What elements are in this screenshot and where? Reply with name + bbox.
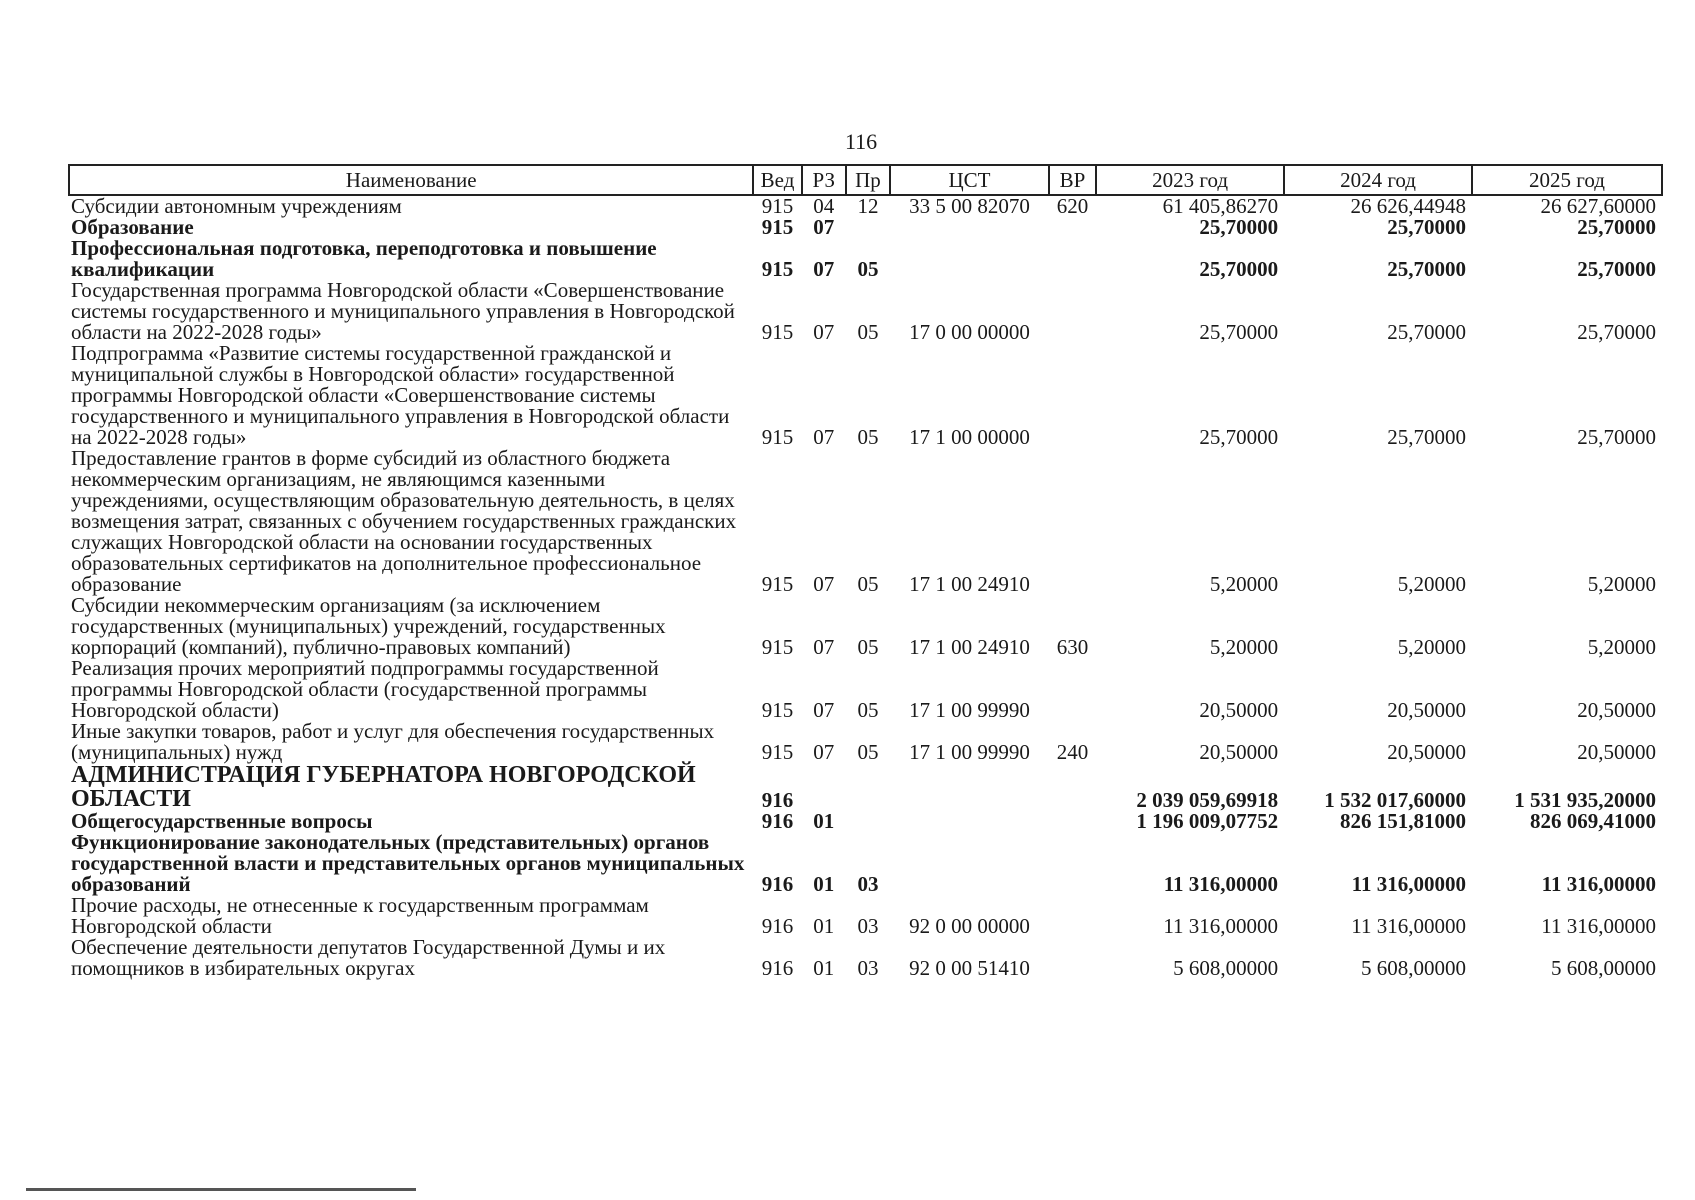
cell-pr: 05 xyxy=(857,635,879,659)
cell-cst: 33 5 00 82070 xyxy=(909,194,1030,218)
cell-name: Функционирование законодательных (представительных) органов государственной власти и представительных органов муниципальных образований xyxy=(71,830,745,896)
cell-2023: 5 608,00000 xyxy=(1173,956,1279,980)
cell-cst: 17 0 00 00000 xyxy=(909,320,1030,344)
cell-2024: 20,50000 xyxy=(1387,698,1466,722)
cell-pr: 03 xyxy=(857,872,879,896)
cell-2024: 1 532 017,60000 xyxy=(1324,788,1466,812)
cell-ved: 916 xyxy=(761,872,794,896)
cell-cst xyxy=(890,832,1049,895)
cell-vr xyxy=(1049,343,1096,448)
cell-2024: 25,70000 xyxy=(1387,215,1466,239)
cell-rz: 07 xyxy=(813,698,835,722)
cell-name: Субсидии автономным учреждениям xyxy=(71,194,402,218)
cell-ved: 916 xyxy=(761,788,794,812)
cell-2025: 20,50000 xyxy=(1577,698,1656,722)
cell-2025: 26 627,60000 xyxy=(1540,194,1656,218)
cell-pr: 12 xyxy=(857,194,879,218)
cell-2023: 11 316,00000 xyxy=(1163,914,1279,938)
cell-pr: 05 xyxy=(857,257,879,281)
header-2024: 2024 год xyxy=(1284,165,1472,195)
cell-rz: 07 xyxy=(813,572,835,596)
table-row xyxy=(69,238,1662,280)
cell-2023: 11 316,00000 xyxy=(1163,872,1279,896)
table-row xyxy=(69,832,1662,895)
page-number: 116 xyxy=(845,129,878,154)
cell-rz: 07 xyxy=(813,215,835,239)
cell-cst: 92 0 00 00000 xyxy=(909,914,1030,938)
cell-2023: 25,70000 xyxy=(1199,320,1279,344)
cell-ved: 915 xyxy=(761,635,794,659)
cell-2025: 25,70000 xyxy=(1577,257,1656,281)
header-cst: ЦСТ xyxy=(890,165,1049,195)
cell-2025: 11 316,00000 xyxy=(1541,872,1656,896)
cell-ved: 915 xyxy=(761,572,794,596)
cell-2025: 5 608,00000 xyxy=(1551,956,1656,980)
footer-divider xyxy=(26,1188,416,1191)
cell-rz: 07 xyxy=(813,320,835,344)
cell-cst: 92 0 00 51410 xyxy=(909,956,1030,980)
cell-2024: 5,20000 xyxy=(1397,635,1466,659)
cell-pr: 05 xyxy=(857,740,879,764)
cell-vr xyxy=(1049,811,1096,832)
table-row xyxy=(69,217,1662,238)
cell-ved: 915 xyxy=(761,698,794,722)
budget-table xyxy=(68,164,1663,979)
cell-name: Прочие расходы, не отнесенные к государственным программам Новгородской области xyxy=(71,893,649,938)
cell-vr xyxy=(1049,658,1096,721)
cell-2023: 25,70000 xyxy=(1199,425,1279,449)
cell-2024: 826 151,81000 xyxy=(1340,809,1466,833)
header-vr: ВР xyxy=(1049,165,1096,195)
cell-vr xyxy=(1049,937,1096,979)
cell-rz: 07 xyxy=(813,635,835,659)
table-row xyxy=(69,937,1662,979)
cell-cst xyxy=(890,811,1049,832)
cell-2024: 25,70000 xyxy=(1387,320,1466,344)
cell-name: АДМИНИСТРАЦИЯ ГУБЕРНАТОРА НОВГОРОДСКОЙ ОБЛАСТИ xyxy=(71,762,696,812)
cell-vr: 630 xyxy=(1056,635,1089,659)
cell-vr: 620 xyxy=(1056,194,1089,218)
cell-rz: 01 xyxy=(813,914,835,938)
table-row xyxy=(69,658,1662,721)
cell-name: Подпрограмма «Развитие системы государственной гражданской и муниципальной службы в Новгородской области» государственной программы Новгородской области «Совершенствование системы государственного и муниципального управления в Новгородской области на 2022-2028 годы» xyxy=(71,341,730,449)
header-name: Наименование xyxy=(69,165,753,195)
cell-2025: 5,20000 xyxy=(1587,635,1656,659)
table-row xyxy=(69,343,1662,448)
cell-2025: 25,70000 xyxy=(1577,320,1656,344)
cell-cst: 17 1 00 99990 xyxy=(909,698,1030,722)
cell-2024: 25,70000 xyxy=(1387,425,1466,449)
cell-name: Субсидии некоммерческим организациям (за исключением государственных (муниципальных) учреждений, государственных корпораций (компаний), публично-правовых компаний) xyxy=(71,593,666,659)
cell-name: Образование xyxy=(71,215,194,239)
cell-ved: 915 xyxy=(761,257,794,281)
cell-name: Обеспечение деятельности депутатов Государственной Думы и их помощников в избирательных округах xyxy=(71,935,666,980)
cell-2024: 11 316,00000 xyxy=(1351,914,1466,938)
header-ved: Вед xyxy=(753,165,801,195)
cell-rz xyxy=(802,763,846,811)
cell-rz: 01 xyxy=(813,809,835,833)
cell-2025: 20,50000 xyxy=(1577,740,1656,764)
cell-ved: 915 xyxy=(761,194,794,218)
table-body xyxy=(69,195,1662,979)
cell-2023: 20,50000 xyxy=(1199,698,1279,722)
table-row xyxy=(69,448,1662,595)
cell-2023: 1 196 009,07752 xyxy=(1136,809,1279,833)
cell-vr: 240 xyxy=(1056,740,1089,764)
cell-vr xyxy=(1049,895,1096,937)
cell-rz: 07 xyxy=(813,425,835,449)
cell-2023: 2 039 059,69918 xyxy=(1136,788,1279,812)
cell-pr: 03 xyxy=(857,914,879,938)
cell-rz: 01 xyxy=(813,956,835,980)
cell-vr xyxy=(1049,280,1096,343)
table-row xyxy=(69,595,1662,658)
cell-ved: 916 xyxy=(761,956,794,980)
cell-pr xyxy=(846,811,890,832)
cell-cst xyxy=(890,763,1049,811)
cell-pr xyxy=(846,217,890,238)
header-2023: 2023 год xyxy=(1096,165,1284,195)
cell-cst xyxy=(890,238,1049,280)
cell-2025: 25,70000 xyxy=(1577,215,1656,239)
cell-pr: 03 xyxy=(857,956,879,980)
cell-2025: 5,20000 xyxy=(1587,572,1656,596)
cell-name: Предоставление грантов в форме субсидий из областного бюджета некоммерческим организациям, не являющимся казенными учреждениями, осуществляющим образовательную деятельность, в целях возмещения затрат, связанных с обучением государственных гражданских служащих Новгородской области на основании государственных образовательных сертификатов на дополнительное профессиональное образование xyxy=(71,446,737,596)
cell-cst: 17 1 00 24910 xyxy=(909,572,1030,596)
cell-pr: 05 xyxy=(857,320,879,344)
table-row xyxy=(69,195,1662,217)
header-2025: 2025 год xyxy=(1472,165,1662,195)
table-row xyxy=(69,895,1662,937)
cell-name: Государственная программа Новгородской области «Совершенствование системы государственного и муниципального управления в Новгородской области на 2022-2028 годы» xyxy=(71,278,735,344)
cell-cst: 17 1 00 00000 xyxy=(909,425,1030,449)
cell-cst xyxy=(890,217,1049,238)
cell-ved: 915 xyxy=(761,320,794,344)
cell-2024: 20,50000 xyxy=(1387,740,1466,764)
cell-vr xyxy=(1049,217,1096,238)
cell-2023: 5,20000 xyxy=(1209,572,1279,596)
cell-name: Реализация прочих мероприятий подпрограммы государственной программы Новгородской области (государственной программы Новгородской области) xyxy=(71,656,659,722)
cell-vr xyxy=(1049,832,1096,895)
cell-ved: 915 xyxy=(761,740,794,764)
cell-vr xyxy=(1049,448,1096,595)
cell-cst: 17 1 00 24910 xyxy=(909,635,1030,659)
header-rz: РЗ xyxy=(802,165,846,195)
table-row xyxy=(69,763,1662,811)
cell-name: Профессиональная подготовка, переподготовка и повышение квалификации xyxy=(71,236,657,281)
table-row xyxy=(69,721,1662,763)
cell-2024: 26 626,44948 xyxy=(1350,194,1466,218)
cell-2023: 5,20000 xyxy=(1209,635,1279,659)
cell-vr xyxy=(1049,238,1096,280)
cell-2023: 20,50000 xyxy=(1199,740,1279,764)
cell-name: Общегосударственные вопросы xyxy=(71,809,373,833)
cell-rz: 04 xyxy=(813,194,835,218)
cell-pr xyxy=(846,763,890,811)
cell-rz: 07 xyxy=(813,740,835,764)
cell-pr: 05 xyxy=(857,698,879,722)
cell-pr: 05 xyxy=(857,572,879,596)
cell-2023: 25,70000 xyxy=(1199,215,1279,239)
cell-2025: 11 316,00000 xyxy=(1541,914,1656,938)
cell-ved: 915 xyxy=(761,425,794,449)
cell-2024: 5 608,00000 xyxy=(1361,956,1466,980)
cell-name: Иные закупки товаров, работ и услуг для обеспечения государственных (муниципальных) нужд xyxy=(71,719,715,764)
cell-cst: 17 1 00 99990 xyxy=(909,740,1030,764)
cell-ved: 916 xyxy=(761,914,794,938)
table-row xyxy=(69,811,1662,832)
cell-2025: 1 531 935,20000 xyxy=(1514,788,1656,812)
cell-ved: 915 xyxy=(761,215,794,239)
cell-2024: 5,20000 xyxy=(1397,572,1466,596)
cell-2023: 25,70000 xyxy=(1199,257,1279,281)
table-header-row xyxy=(69,165,1662,195)
cell-vr xyxy=(1049,763,1096,811)
cell-pr: 05 xyxy=(857,425,879,449)
cell-rz: 01 xyxy=(813,872,835,896)
cell-rz: 07 xyxy=(813,257,835,281)
cell-2023: 61 405,86270 xyxy=(1162,194,1279,218)
header-pr: Пр xyxy=(846,165,890,195)
cell-2024: 11 316,00000 xyxy=(1351,872,1466,896)
cell-2025: 826 069,41000 xyxy=(1530,809,1656,833)
cell-2024: 25,70000 xyxy=(1387,257,1466,281)
table-row xyxy=(69,280,1662,343)
cell-ved: 916 xyxy=(761,809,794,833)
cell-2025: 25,70000 xyxy=(1577,425,1656,449)
